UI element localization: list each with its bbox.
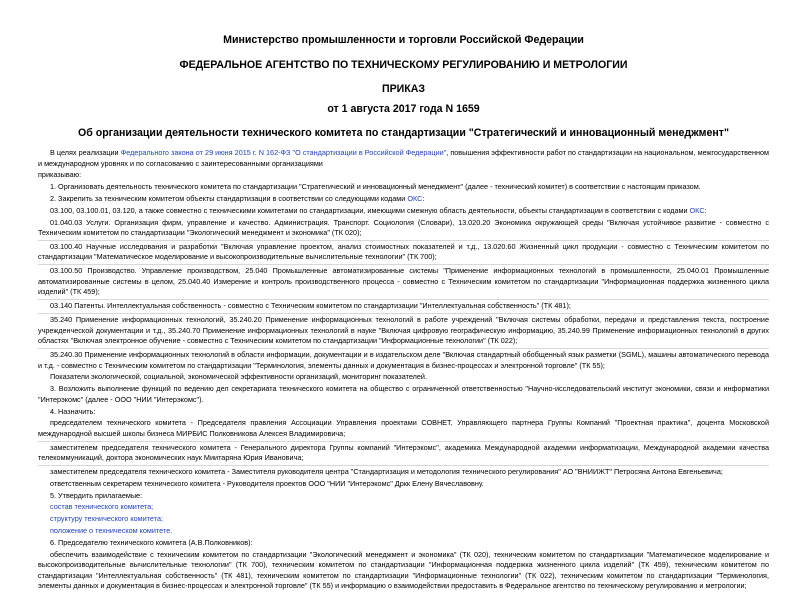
intro-suffix: , повышения эффективности работ по стандартизации на национальном, межгосударственном и международном уровнях и по согласованию с заинтересованными организациями: [38, 148, 769, 168]
code-item-03100-40: 03.100.40 Научные исследования и разработки "Включая управление проектом, анализ стоимостных показателей и т.д., 13.020.60 Жизненный цикл продукции - совместно с Техническим комитетом по стандартизации "Математическое моделирование и высокопроизводительные вычислительные технологии" (ТК 700);: [38, 241, 769, 262]
chairman-paragraph: председателем технического комитета - Председателя правления Ассоциации Управления проектами СОВНЕТ, Управляющего партнера Группы Компаний "Проектная практика", доцента Московской международной высшей школы бизнеса МИРБИС Полковникова Алексея Владимировича;: [38, 418, 769, 438]
ministry-title: Министерство промышленности и торговли Российской Федерации: [223, 34, 584, 46]
oks-link-2[interactable]: ОКС: [689, 205, 705, 215]
document-subject: Об организации деятельности технического комитета по стандартизации "Стратегический и инновационный менеджмент": [78, 127, 729, 139]
separator: [38, 348, 769, 349]
code-item-35240-30: 35.240.30 Применение информационных технологий в области информации, документации и в издательском деле "Включая стандартный обобщенный язык разметки (SGML), машины автоматического перевода и т.д. - совместно с Техническим комитетом по стандартизации "Терминология, элементы данных и документация в бизнес-процессах и электронной торговле" (ТК 55);: [38, 349, 769, 370]
regulation-link[interactable]: положение о техническом комитете.: [50, 525, 173, 535]
paragraph-codes-end: :: [704, 205, 707, 215]
paragraph-3: 3. Возложить выполнение функций по ведению дел секретариата технического комитета на общество с ограниченной ответственностью "Научно-исследовательский институт экономики, связи и информатики "Интерэкомс" (далее - ООО "НИИ "Интерэкомс").: [38, 384, 769, 404]
separator: [38, 240, 769, 241]
agency-title: ФЕДЕРАЛЬНОЕ АГЕНТСТВО ПО ТЕХНИЧЕСКОМУ РЕГУЛИРОВАНИЮ И МЕТРОЛОГИИ: [179, 59, 628, 71]
paragraph-4: 4. Назначить:: [50, 406, 96, 416]
composition-link[interactable]: состав технического комитета;: [50, 502, 154, 512]
federal-law-link[interactable]: Федерального закона от 29 июня 2015 г. N 162-ФЗ "О стандартизации в Российской Федерации": [120, 148, 447, 157]
paragraph-1: 1. Организовать деятельность технического комитета по стандартизации "Стратегический и инновационный менеджмент" (далее - технический комитет) в соответствии с настоящим приказом.: [50, 182, 701, 192]
order-word: приказываю:: [38, 170, 82, 180]
code-item-03100-50: 03.100.50 Производство. Управление производством, 25.040 Промышленные автоматизированные системы "Применение информационных технологий в промышленности, 25.040.01 Промышленные автоматизированные системы в целом, 25.040.40 Измерение и контроль производственного процесса - совместно с Техническим комитетом по стандартизации "Информационная поддержка жизненного цикла изделий" (ТК 459);: [38, 266, 769, 297]
oks-link[interactable]: ОКС: [407, 193, 423, 203]
composition-link-item: [38, 502, 769, 513]
code-item-35240: 35.240 Применение информационных технологий, 35.240.20 Применение информационных технологий в работе учреждений "Включая системы обработки, передачи и представления текста, построение учрежденческой документации и т.д., 35.240.70 Применение информационных технологий в науке "Включая цифровую географическую информацию, 35.240.99 Применение информационных технологий в других областях "Включая электронное обучение - совместно с Техническим комитетом по стандартизации "Информационные технологии" (ТК 022);: [38, 315, 769, 346]
separator: [38, 465, 769, 466]
document-body: [38, 148, 769, 592]
intro-prefix: В целях реализации: [50, 148, 121, 157]
document-type: ПРИКАЗ: [381, 83, 426, 95]
deputy-1-paragraph: заместителем председателя технического комитета - Генерального директора Группы компаний "Интерэкомс", академика Международной академии информатизации, Международной академии качества телекоммуникаций, доктора экономических наук Миитаряна Юрия Ивановича;: [38, 442, 769, 463]
regulation-link-item: [38, 526, 769, 537]
document-date-number: от 1 августа 2017 года N 1659: [327, 103, 480, 115]
indicators-paragraph: Показатели экологической, социальной, экономической эффективности организаций, мониторинг показателей.: [50, 372, 427, 382]
paragraph-5: 5. Утвердить прилагаемые:: [50, 490, 143, 500]
secretary-paragraph: ответственным секретарем технического комитета - Руководителя проектов ООО "НИИ "Интерэкомс" Дркк Елену Вячеславовну.: [50, 478, 484, 488]
paragraph-codes: [38, 206, 769, 217]
separator: [38, 313, 769, 314]
separator: [38, 441, 769, 442]
intro-paragraph: [38, 148, 769, 169]
structure-link[interactable]: структуру технического комитета;: [50, 514, 163, 524]
interaction-paragraph: обеспечить взаимодействие с техническим комитетом по стандартизации "Экологический менеджмент и экономика" (ТК 020), техническим комитетом по стандартизации "Математическое моделирование и высокопроизводительные вычислительные технологии" (ТК 700), техническим комитетом по стандартизации "Информационная поддержка жизненного цикла изделий" (ТК 459), техническим комитетом по стандартизации "Интеллектуальная собственность" (ТК 481), техническим комитетом по стандартизации "Информационные технологии" (ТК 022), техническим комитетом по стандартизации "Терминология, элементы данных и документация в бизнес-процессах и электронной торговле" (ТК 55) и информацию о взаимодействии предоставить в Федеральное агентство по техническому регулированию и метрологии;: [38, 549, 769, 591]
paragraph-codes-text: 03.100, 03.100.01, 03.120, а также совместно с техническими комитетами по стандартизации, имеющими смежную область деятельности, объекты стандартизации в соответствии с кодами: [50, 205, 690, 215]
paragraph-2-text: 2. Закрепить за техническим комитетом объекты стандартизации в соответствии со следующими кодами: [50, 193, 408, 203]
paragraph-2: [38, 194, 769, 205]
paragraph-2-end: :: [422, 193, 425, 203]
code-item-01040: 01.040.03 Услуги. Организация фирм, управление и качество. Администрация. Транспорт. Социология (Словари), 13.020.20 Экономика окружающей среды "Включая устойчивое развитие - совместно с Техническим комитетом по стандартизации "Экологический менеджмент и экономика" (ТК 020);: [38, 217, 769, 238]
separator: [38, 264, 769, 265]
code-item-03140: 03.140 Патенты. Интеллектуальная собственность - совместно с Техническим комитетом по стандартизации "Интеллектуальная собственность" (ТК 481);: [50, 301, 571, 311]
structure-link-item: [38, 514, 769, 525]
deputy-2-paragraph: заместителем председателя технического комитета - Заместителя руководителя центра "Стандартизация и методология технического регулирования" АО "ВНИИЖТ" Петросяна Антона Евгеньевича;: [50, 467, 723, 477]
paragraph-6: 6. Председателю технического комитета (А.В.Полковников):: [50, 537, 253, 547]
separator: [38, 299, 769, 300]
